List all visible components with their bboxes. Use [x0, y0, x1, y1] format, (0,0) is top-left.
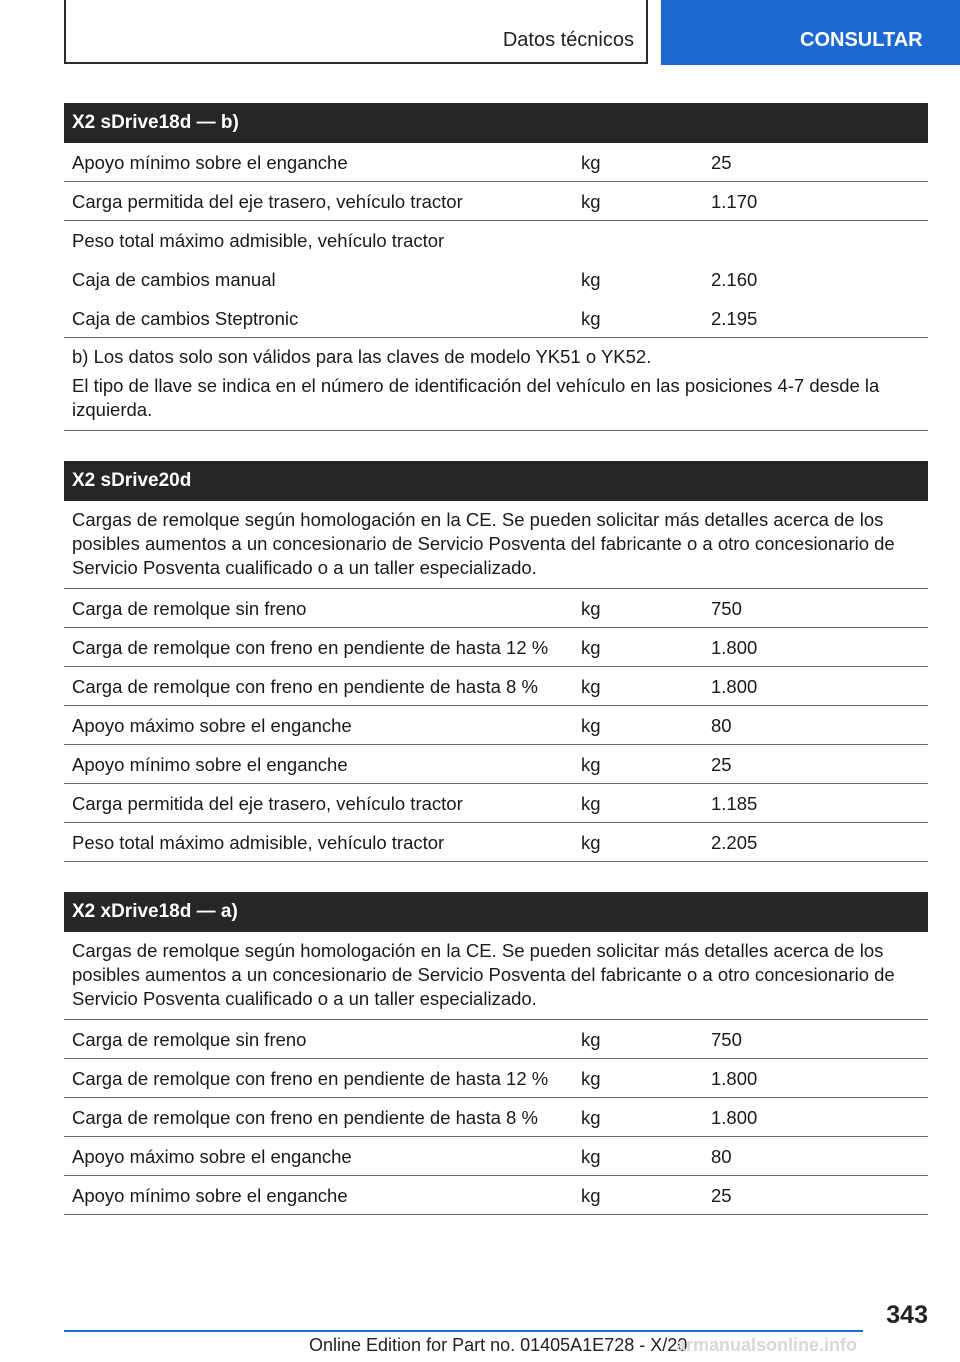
spec-section-xdrive18d — [64, 892, 928, 1215]
footer-watermark: armanualsonline.info — [676, 1335, 858, 1355]
section-title: X2 sDrive20d — [64, 461, 928, 501]
row-label: Carga de remolque con freno en pendiente de hasta 8 % — [72, 676, 538, 697]
table-row — [64, 1020, 928, 1059]
footer-divider — [64, 1330, 863, 1332]
row-value: 2.160 — [711, 269, 758, 290]
row-value: 25 — [711, 152, 732, 173]
page-content — [64, 103, 928, 1245]
row-label: Carga de remolque con freno en pendiente de hasta 12 % — [72, 1068, 549, 1089]
table-row — [64, 784, 928, 823]
row-value: 80 — [711, 1146, 732, 1167]
row-label: Carga de remolque con freno en pendiente de hasta 12 % — [72, 637, 549, 658]
row-unit: kg — [581, 191, 601, 212]
row-label: Carga permitida del eje trasero, vehículo tractor — [72, 191, 463, 212]
row-unit: kg — [581, 598, 601, 619]
section-intro — [64, 501, 928, 589]
row-value: 2.205 — [711, 832, 758, 853]
row-label: Carga de remolque sin freno — [72, 598, 307, 619]
row-label: Carga de remolque sin freno — [72, 1029, 307, 1050]
row-label: Carga permitida del eje trasero, vehículo tractor — [72, 793, 463, 814]
footnote-block — [64, 338, 928, 431]
row-value: 750 — [711, 598, 742, 619]
section-title: X2 xDrive18d — a) — [64, 892, 928, 932]
group-title: Peso total máximo admisible, vehículo tractor — [72, 230, 445, 251]
row-value: 25 — [711, 754, 732, 775]
table-row — [64, 706, 928, 745]
footnote-text: El tipo de llave se indica en el número de identificación del vehículo en las posiciones 4-7 desde la izquierda. — [72, 375, 880, 420]
row-label: Apoyo mínimo sobre el enganche — [72, 152, 348, 173]
row-value: 2.195 — [711, 308, 758, 329]
row-unit: kg — [581, 832, 601, 853]
row-unit: kg — [581, 715, 601, 736]
table-row — [64, 299, 928, 338]
row-label: Apoyo máximo sobre el enganche — [72, 1146, 352, 1167]
spec-section-sdrive18d — [64, 103, 928, 431]
row-value: 1.185 — [711, 793, 758, 814]
row-label: Apoyo mínimo sobre el enganche — [72, 1185, 348, 1206]
spec-section-sdrive20d — [64, 461, 928, 862]
table-row — [64, 182, 928, 221]
row-unit: kg — [581, 1107, 601, 1128]
row-value: 25 — [711, 1185, 732, 1206]
table-group-title-row — [64, 221, 928, 260]
section-intro — [64, 932, 928, 1020]
table-row — [64, 823, 928, 862]
table-row — [64, 1098, 928, 1137]
row-label: Apoyo mínimo sobre el enganche — [72, 754, 348, 775]
table-row — [64, 667, 928, 706]
row-label: Caja de cambios manual — [72, 269, 276, 290]
table-row — [64, 745, 928, 784]
row-unit: kg — [581, 1146, 601, 1167]
row-unit: kg — [581, 269, 601, 290]
row-value: 1.800 — [711, 1068, 758, 1089]
table-row — [64, 260, 928, 299]
row-label: Apoyo máximo sobre el enganche — [72, 715, 352, 736]
row-unit: kg — [581, 152, 601, 173]
row-unit: kg — [581, 1029, 601, 1050]
row-unit: kg — [581, 676, 601, 697]
row-value: 80 — [711, 715, 732, 736]
row-unit: kg — [581, 754, 601, 775]
table-row — [64, 1176, 928, 1215]
row-unit: kg — [581, 308, 601, 329]
row-value: 1.800 — [711, 1107, 758, 1128]
row-value: 1.800 — [711, 637, 758, 658]
row-unit: kg — [581, 1185, 601, 1206]
footer-edition-text: Online Edition for Part no. 01405A1E728 - X/20 — [309, 1335, 688, 1355]
header-section-title: Datos técnicos — [502, 29, 634, 51]
table-row — [64, 143, 928, 182]
intro-text: Cargas de remolque según homologación en la CE. Se pueden solicitar más detalles acerca de los posibles aumentos a un concesionario de Servicio Posventa del fabricante o a otro concesionario de Servicio Posventa cualificado o a un taller especializado. — [72, 940, 895, 1009]
row-label: Caja de cambios Steptronic — [72, 308, 299, 329]
section-title: X2 sDrive18d — b) — [64, 103, 928, 143]
table-row — [64, 1137, 928, 1176]
row-unit: kg — [581, 637, 601, 658]
table-row — [64, 1059, 928, 1098]
table-row — [64, 628, 928, 667]
row-label: Peso total máximo admisible, vehículo tractor — [72, 832, 445, 853]
intro-text: Cargas de remolque según homologación en la CE. Se pueden solicitar más detalles acerca de los posibles aumentos a un concesionario de Servicio Posventa del fabricante o a otro concesionario de Servicio Posventa cualificado o a un taller especializado. — [72, 509, 895, 578]
row-value: 750 — [711, 1029, 742, 1050]
page-number: 343 — [886, 1301, 928, 1329]
footnote-text: b) Los datos solo son válidos para las claves de modelo YK51 o YK52. — [72, 346, 652, 367]
row-unit: kg — [581, 793, 601, 814]
consult-button[interactable]: CONSULTAR — [661, 0, 960, 65]
row-value: 1.800 — [711, 676, 758, 697]
row-unit: kg — [581, 1068, 601, 1089]
header-section-box — [64, 0, 648, 64]
row-label: Carga de remolque con freno en pendiente de hasta 8 % — [72, 1107, 538, 1128]
table-row — [64, 589, 928, 628]
row-value: 1.170 — [711, 191, 758, 212]
